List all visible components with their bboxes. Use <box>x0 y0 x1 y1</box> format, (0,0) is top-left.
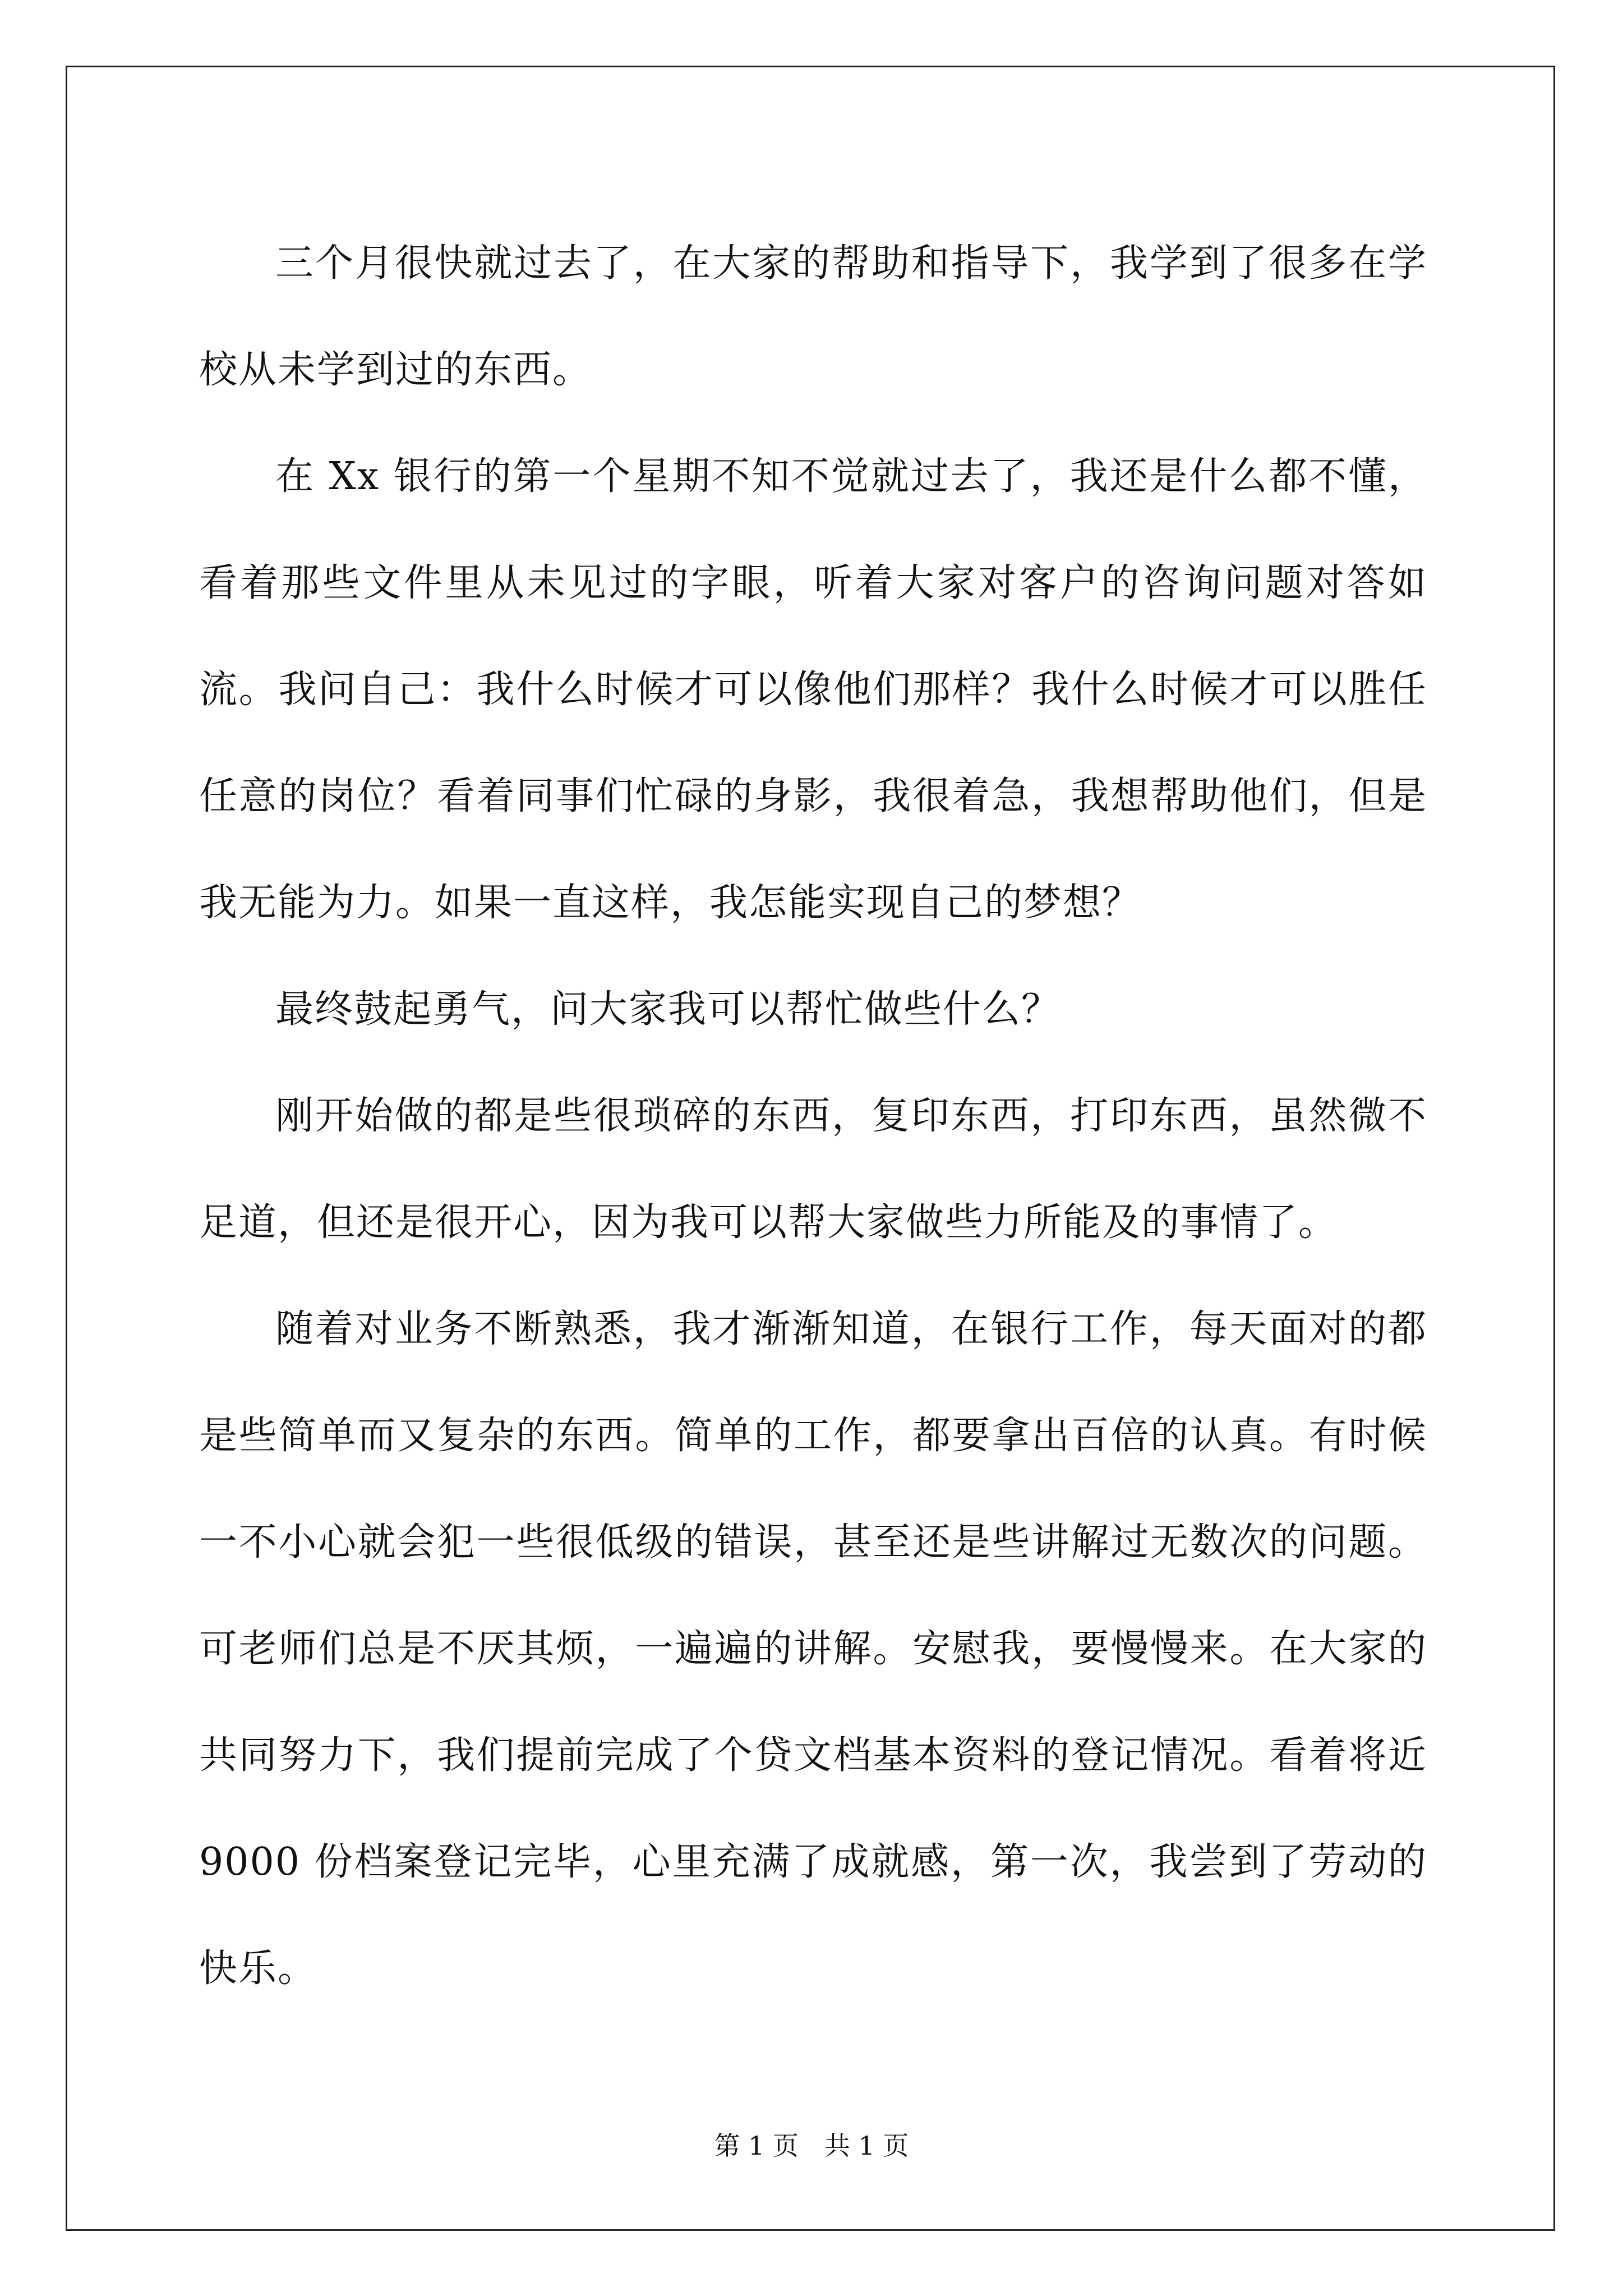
page-footer: 第 1 页 共 1 页 <box>714 2131 909 2161</box>
paragraph-1: 三个月很快就过去了，在大家的帮助和指导下，我学到了很多在学校从未学到过的东西。 <box>199 241 1427 392</box>
paragraph-2: 在 Xx 银行的第一个星期不知不觉就过去了，我还是什么都不懂，看着那些文件里从未见过的字眼，听着大家对客户的咨询问题对答如流。我问自己：我什么时候才可以像他们那样？我什么时候才可以胜任任意的岗位？看着同事们忙碌的身影，我很着急，我想帮助他们，但是我无能为力。如果一直这样，我怎能实现自己的梦想？ <box>199 454 1427 925</box>
paragraph-3: 最终鼓起勇气，问大家我可以帮忙做些什么？ <box>275 987 1061 1032</box>
paragraph-5: 随着对业务不断熟悉，我才渐渐知道，在银行工作，每天面对的都是些简单而又复杂的东西。简单的工作，都要拿出百倍的认真。有时候一不小心就会犯一些很低级的错误，甚至还是些讲解过无数次的问题。可老师们总是不厌其烦，一遍遍的讲解。安慰我，要慢慢来。在大家的共同努力下，我们提前完成了个贷文档基本资料的登记情况。看着将近 9000 份档案登记完毕，心里充满了成就感，第一次，我尝到了劳动的快乐。 <box>199 1307 1427 1991</box>
document-body <box>199 210 1427 2022</box>
paragraph-4: 刚开始做的都是些很琐碎的东西，复印东西，打印东西，虽然微不足道，但还是很开心，因为我可以帮大家做些力所能及的事情了。 <box>199 1094 1427 1245</box>
